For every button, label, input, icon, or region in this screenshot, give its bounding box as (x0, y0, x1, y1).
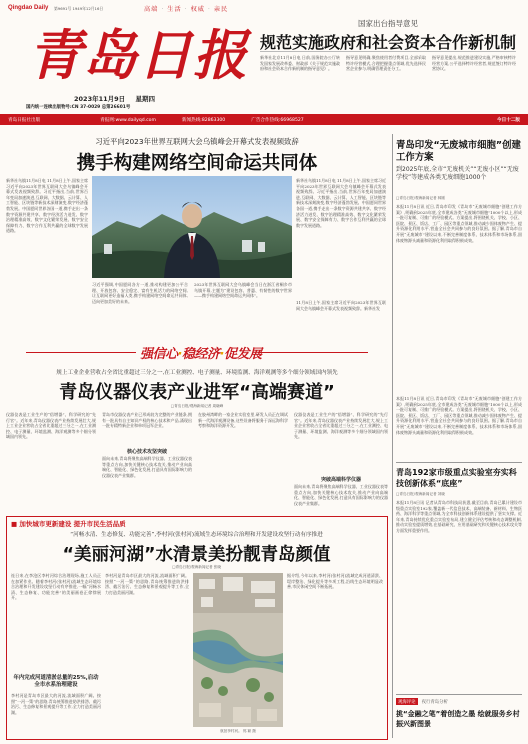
bar-ad-hotline: 广告合作热线:66968527 (251, 117, 304, 123)
right-story1-headline: 青岛印发“无废城市细胞”创建工作方案 (396, 140, 521, 163)
right-divider (396, 462, 522, 463)
masthead-title (28, 20, 246, 90)
river-box-title: 年内完成河道清淤总量的25%,启动全市水系治理建设 (13, 675, 99, 688)
right-divider (396, 694, 522, 695)
aerial-river-image (193, 573, 283, 727)
weekday-text: 星期四 (135, 95, 155, 103)
main-story-headline: 携手构建网络空间命运共同体 (76, 153, 318, 174)
comment-label (396, 698, 448, 705)
river-story-byline: □青岛日报/观海新闻记者 张晓 (172, 565, 221, 569)
date-text: 2023年11月9日 (74, 95, 126, 103)
instrument-story-headline: 青岛仪器仪表产业进军“高端赛道” (59, 382, 335, 403)
main-story-text: 新华社乌镇11月8日电 11月8日上午,国家主席习近平向2023年世界互联网大会乌镇峰会开幕式发表视频致辞。习近平指出,当前,世界百年变局加速演进,互联网、大数据、云计算、人工智能、区块链等新技术深刻演变,数字经济蓬勃发展。中国愿同世界各国一道,携手走出一条数字资源共建共享、数字经济活力迸发、数字治理精准高效、数字文化繁荣发展、数字安全保障有力、数字合作互利共赢的全球数字发展道路。 (296, 178, 386, 228)
bar-page-count: 今日十二版 (497, 117, 520, 123)
main-story (6, 130, 388, 344)
slogan: 高端 (144, 6, 159, 13)
title-char: 青 (28, 23, 80, 87)
banner-slogan (140, 343, 262, 362)
river-story-headline: “美丽河湖”水清景美扮靓青岛颜值 (62, 545, 331, 565)
right-story2-headline: 青岛192家市级重点实验室夯实科技创新体系“底座” (396, 468, 517, 488)
slogan-char: 经 (194, 347, 208, 362)
slogan-char: 心 (165, 347, 178, 362)
river-story (6, 516, 388, 740)
slogan-char: 济 (207, 347, 220, 362)
main-story-photo-caption: 11月8日上午,国家主席习近平向2023年世界互联网大会乌镇峰会开幕式发表视频致辞。新华社发 (296, 300, 386, 311)
title-char: 岛 (83, 23, 135, 87)
title-char: 日 (138, 23, 190, 87)
slogan-char: 强 (140, 347, 153, 362)
slogan-char: 促 (224, 347, 237, 362)
instrument-story-text: 青岛市仪器仪表产业已形成较为完整的产业链条,拥有一批具有自主知识产权的核心技术和产品,涌现出一批专精特新企业和单项冠军企业。 (102, 412, 192, 429)
river-story-text: 李村河是青岛市区最大的河流,流域面积广阔。按照“一河一策”的思路,青岛统筹推进防洪排涝、截污治污、生态修复和景观提升等工作,全力打造美丽河湖。 (11, 693, 101, 715)
right-story1-text: 本报11月8日讯 近日,青岛市印发《青岛市“无废城市细胞”创建工作方案》,明确到2025年底,全市建成各类“无废城市细胞”1000个以上,形成一批可复制、可推广的经验模式。方案提出,将围绕机关、学校、小区、医院、景区、饭店、工厂、园区等重点领域,推动减少固体废物产生、提升资源化利用水平,营造全社会共同参与的良好氛围。据了解,青岛市自开展“无废城市”建设以来,不断完善制度体系、技术体系和市场体系,固体废物源头减量和资源化利用取得积极成效。 (396, 396, 522, 435)
bar-hotline: 新闻热线:82863300 (181, 117, 226, 123)
slogan-char: · (177, 347, 182, 362)
campaign-banner (6, 342, 388, 364)
bar-publisher: 青岛日报社出版 (8, 117, 41, 123)
top-story-col: 指导意见明确,聚焦使用者付费项目,全部采取特许经营模式,合理把握重点领域,优先选择民营企业参与,明确管理责任分工。 (346, 55, 426, 72)
leader-photo-image (92, 176, 292, 278)
right-story1-text: 本报11月8日讯 近日,青岛市印发《青岛市“无废城市细胞”创建工作方案》,明确到2025年底,全市建成各类“无废城市细胞”1000个以上,形成一批可复制、可推广的经验模式。方案提出,将围绕机关、学校、小区、医院、景区、饭店、工厂、园区等重点领域,推动减少固体废物产生、提升资源化利用水平,营造全社会共同参与的良好氛围。据了解,青岛市自开展“无废城市”建设以来,不断完善制度体系、技术体系和市场体系,固体废物源头减量和资源化利用取得积极成效。 (396, 204, 522, 243)
instrument-story-text: 仪器仪表是工业生产的“倍增器”、科学研究的“先行官”。近年来,青岛仪器仪表产业持续发展壮大,规上工业企业营收占全省比重超过三分之一,在工业测控、电子测量、环境监测、海洋观测等多个细分领域国内领先。 (6, 412, 96, 440)
top-story-kicker: 国家出台指导意见 (358, 19, 418, 28)
right-story1-byline: □青岛日报/观海新闻记者 林刚 (396, 196, 445, 200)
masthead-bar (0, 114, 528, 125)
instrument-story (6, 366, 388, 506)
river-story-text: 连日来,在李沧区李村河综合治理现场,施工人员正在加紧作业。随着李村河(张村河)流域生态环境综合治理和开发建设攻坚行动有序推进,一幅“河畅水清、生态修复、功能完善”的美丽画卷正徐徐展开。 (11, 573, 101, 601)
comment-headline: 挑“金融之笔”着创造之墨 绘就服务乡村振兴新图景 (396, 710, 520, 728)
slogan: 亲民 (213, 6, 229, 13)
river-story-kicker: “河畅水清、生态修复、功能完善”,李村河(张村河)流域生态环境综合治理和开发建设攻坚行动有序推进 (70, 532, 323, 538)
bar-website-link[interactable]: 青报网:www.dailyqd.com (100, 117, 156, 123)
river-story-text: 据介绍,今年以来,李村河(张村河)流域完成河道清淤、堤岸整治、绿化提升等多项工程,沿线生态环境明显改善,市民休闲空间不断拓展。 (287, 573, 383, 590)
slogan-char: 稳 (182, 347, 195, 362)
top-story-col: 指导意见提出,规范推进建设实施,严格审核特许经营方案,公平选择特许经营者,规范签订特许经营协议。 (432, 55, 516, 72)
river-photo (193, 573, 283, 727)
slogan-divider: · (161, 6, 165, 13)
column-divider (392, 134, 393, 738)
slogan-char: 展 (249, 347, 262, 362)
right-story1-deck: 到2025年底,全市“无废机关”“无废小区”“无废学校”等建成各类无废细胞1000个 (396, 166, 519, 181)
river-section-label: ■ 加快城市更新建设 提升市民生活品质 (11, 520, 126, 528)
main-story-text: 2023年世界互联网大会乌镇峰会当日在浙江省桐乡市乌镇开幕,主题为“建设包容、普惠、有韧性的数字世界——携手构建网络空间命运共同体”。 (194, 282, 292, 299)
right-column (396, 134, 522, 740)
top-story-headline: 规范实施政府和社会资本合作新机制 (259, 33, 516, 52)
right-story2-text: 本报11月8日讯 记者从青岛市科技局获悉,截至目前,青岛已累计建设市级重点实验室192家,覆盖新一代信息技术、高端装备、新材料、生物医药、海洋科学等重点领域,为全市科技创新体系建设提供了坚实支撑。近年来,青岛持续优化重点实验室布局,建立健全评估考核和动态调整机制,推动实验室提质增效,在基础研究、应用基础研究和关键核心技术攻关等方面发挥重要作用。 (396, 500, 522, 533)
top-story-col: 新华社北京11月8日电 日前,国务院办公厅转发国家发展改革委、财政部《关于规范实施政府和社会资本合作新机制的指导意见》。 (260, 55, 340, 72)
slogan: 权威 (190, 6, 205, 13)
instrument-story-text: 在胶州湾畔的一家企业实验室里,研发人员正在调试新一代海洋观测设备,这些设备将服务于深远海科学考察和海洋资源开发。 (198, 412, 288, 429)
instrument-story-text: 仪器仪表是工业生产的“倍增器”、科学研究的“先行官”。近年来,青岛仪器仪表产业持续发展壮大,规上工业企业营收占全省比重超过三分之一,在工业测控、电子测量、环境监测、海洋观测等多个细分领域国内领先。 (294, 412, 388, 440)
main-story-text: 习近平强调,中国愿同各方一道,推动构建更加公平合理、开放包容、安全稳定、富有生机活力的网络空间,让互联网更好造福人类,携手构建网络空间命运共同体,迈向更加美好的未来。 (92, 282, 188, 304)
slogan-char: 发 (236, 347, 250, 362)
slogan-char: · (219, 347, 224, 362)
slogan-char: 信 (152, 347, 166, 362)
slogan: 生活 (167, 6, 182, 13)
comment-subtitle: 夜行青岛分析 (421, 699, 448, 705)
instrument-story-byline: □青岛日报/观海新闻记者 周晓峰 (170, 404, 224, 408)
main-story-kicker: 习近平向2023年世界互联网大会乌镇峰会开幕式发表视频致辞 (95, 137, 299, 146)
masthead-serial: 国内统一连续出版物号:CN 37-0029 总第26601号 (26, 105, 131, 110)
title-char: 报 (193, 23, 245, 87)
comment-tag: 观海评论 (398, 699, 416, 705)
instrument-subheading: 突破高端科学仪器 (320, 477, 361, 483)
main-story-text: 新华社乌镇11月8日电 11月8日上午,国家主席习近平向2023年世界互联网大会乌镇峰会开幕式发表视频致辞。习近平指出,当前,世界百年变局加速演进,互联网、大数据、云计算、人工智能、区块链等新技术深刻演变,数字经济蓬勃发展。中国愿同世界各国一道,携手走出一条数字资源共建共享、数字经济活力迸发、数字治理精准高效、数字文化繁荣发展、数字安全保障有力、数字合作互利共赢的全球数字发展道路。 (6, 178, 88, 234)
right-story2-byline: □青岛日报/观海新闻记者 刘晓 (396, 492, 445, 496)
river-story-text: 李村河是青岛市区最大的河流,流域面积广阔。按照“一河一策”的思路,青岛统筹推进防洪排涝、截污治污、生态修复和景观提升等工作,全力打造美丽河湖。 (105, 573, 189, 595)
banner-rule (258, 352, 368, 353)
masthead-number-line: 第9691号 1949年12月16日 (54, 6, 104, 11)
top-story (256, 18, 520, 112)
masthead-slogans (144, 4, 228, 13)
main-story-photo (92, 176, 292, 278)
slogan-divider: · (184, 6, 188, 13)
instrument-subheading: 核心技术攻坚突破 (126, 449, 167, 455)
top-story-divider (260, 51, 516, 52)
masthead-english-name: Qingdao Daily (8, 5, 49, 11)
instrument-story-text: 面向未来,青岛将聚焦高端科学仪器、工业仪器仪表等重点方向,加快关键核心技术攻关,推动产业向高端化、智能化、绿色化发展,打造具有国际影响力的仪器仪表产业集群。 (102, 456, 192, 478)
masthead-date (74, 94, 155, 103)
instrument-story-kicker: 规上工业企业营收占全省比重超过三分之一,在工业测控、电子测量、环境监测、海洋观测等多个细分领域国内领先 (56, 370, 338, 376)
instrument-story-text: 面向未来,青岛将聚焦高端科学仪器、工业仪器仪表等重点方向,加快关键核心技术攻关,推动产业向高端化、智能化、绿色化发展,打造具有国际影响力的仪器仪表产业集群。 (294, 484, 388, 506)
slogan-divider: · (207, 6, 211, 13)
river-photo-caption: 航拍李村河。 郭 颖 摄 (220, 729, 256, 733)
banner-rule (26, 352, 136, 353)
